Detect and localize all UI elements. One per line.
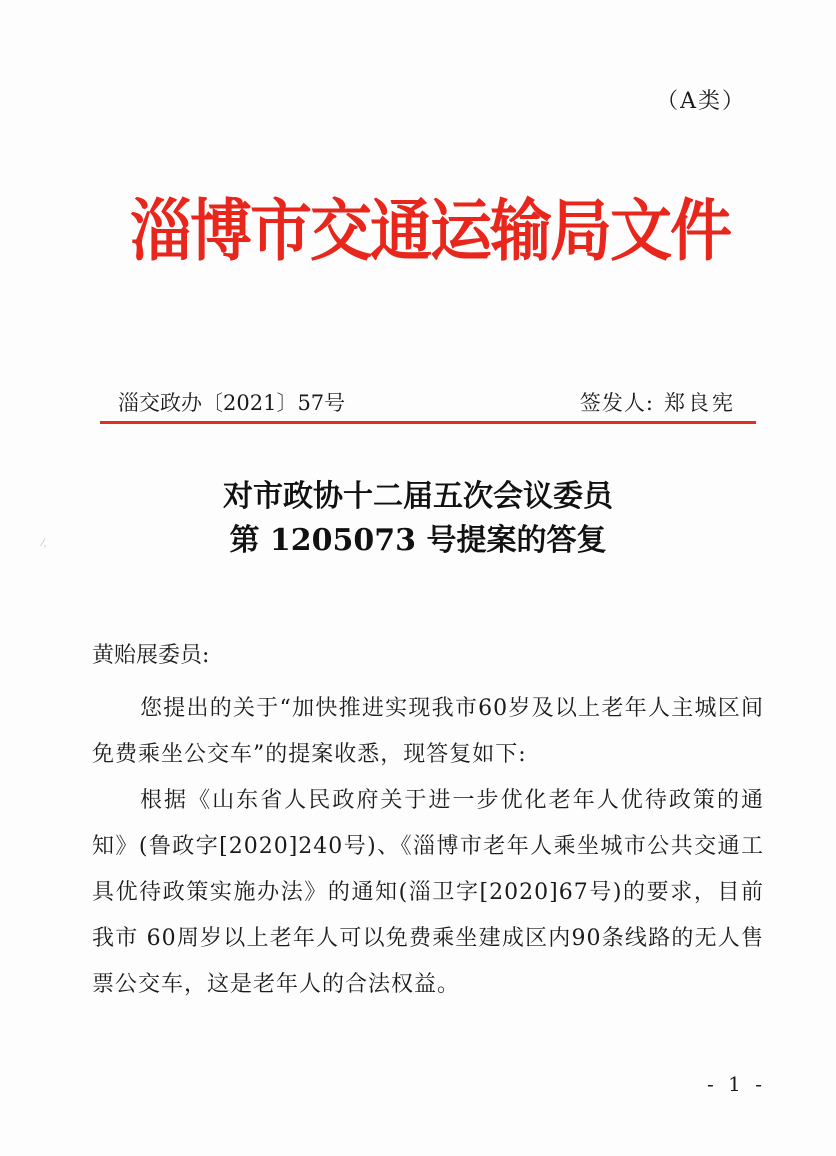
page-number: - 1 -	[707, 1072, 766, 1096]
title-line-1: 对市政协十二届五次会议委员	[223, 479, 613, 514]
red-divider-line	[100, 421, 756, 424]
paragraph-1: 您提出的关于“加快推进实现我市60岁及以上老年人主城区间免费乘坐公交车”的提案收悉，现答复如下:	[92, 696, 764, 767]
title-line-2: 第 1205073 号提案的答复	[229, 523, 607, 558]
masthead-title: 淄博市交通运输局文件	[129, 191, 730, 271]
paragraph-2: 根据《山东省人民政府关于进一步优化老年人优待政策的通知》(鲁政字[2020]240号)、《淄博市老年人乘坐城市公共交通工具优待政策实施办法》的通知(淄卫字[2020]67号)的要求，目前我市 60周岁以上老年人可以免费乘坐建成区内90条线路的无人售票公交车，这是老年人的合法权益。	[92, 788, 764, 997]
issuer-label: 签发人:	[579, 391, 654, 415]
salutation: 黄贻展委员:	[92, 643, 210, 668]
issuer-name: 郑良宪	[664, 391, 736, 415]
scan-mark: ⁄ˌ	[42, 538, 47, 549]
doc-number: 淄交政办〔2021〕57号	[118, 391, 346, 415]
doc-number-row	[118, 387, 736, 417]
issuer	[580, 387, 736, 417]
document-title	[60, 475, 776, 563]
classification-label: （A类）	[656, 89, 746, 114]
document-body	[92, 686, 764, 1008]
